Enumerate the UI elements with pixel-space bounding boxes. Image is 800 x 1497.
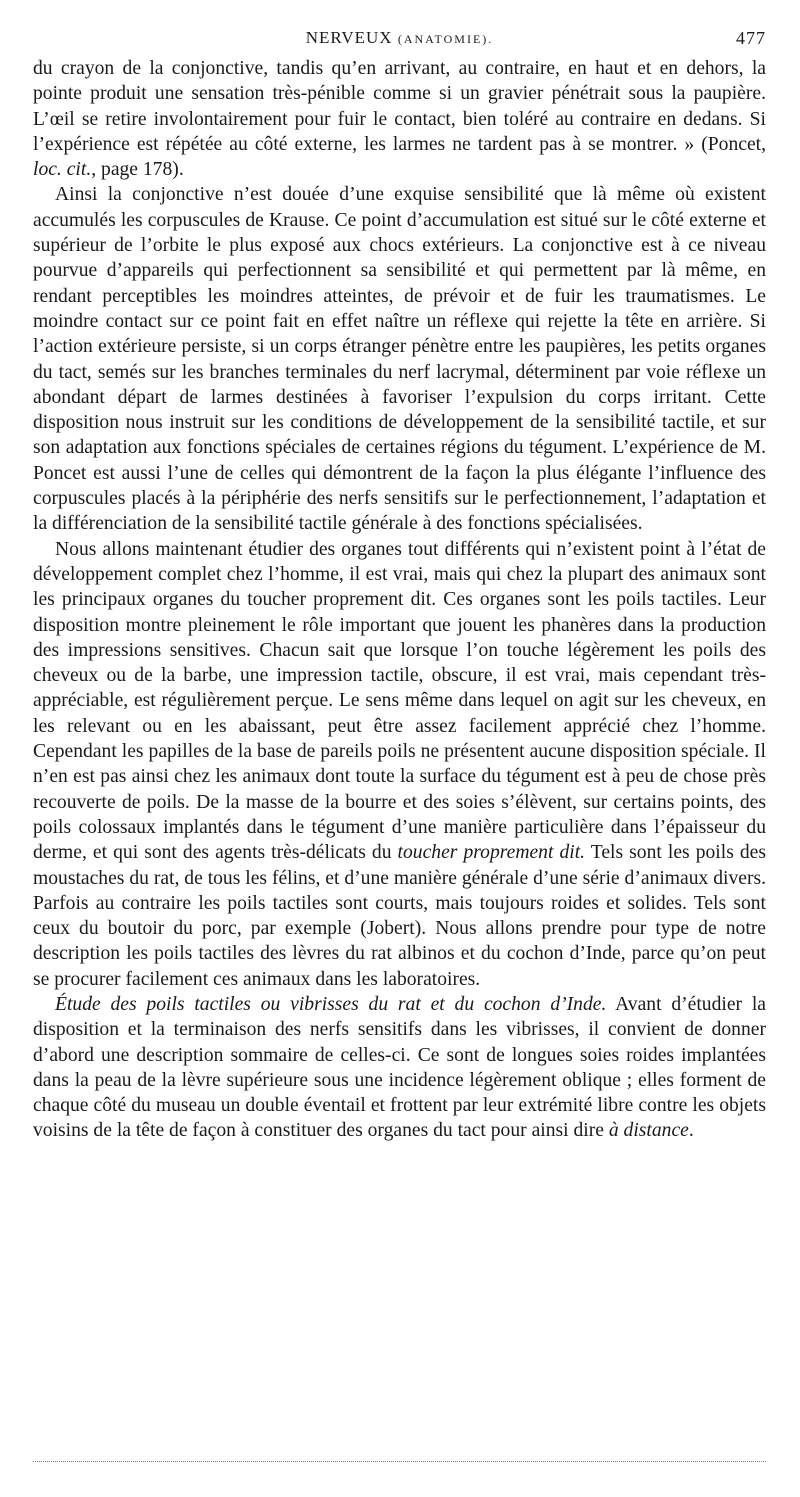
paragraph-2 — [33, 182, 766, 536]
text-segment: Nous allons maintenant étudier des organes tout différents qui n’existent point à l’état de développement complet chez l’homme, il est vrai, mais qui chez la plupart des animaux sont les principaux organes du toucher proprement dit. Ces organes sont les poils tactiles. Leur disposition montre pleinement le rôle important que jouent les phanères dans la production des impressions sensitives. Chacun sait que lorsque l’on touche légèrement les poils des cheveux ou de la barbe, une impression tactile, obscure, il est vrai, mais cependant très-appréciable, est régulièrement perçue. Le sens même dans lequel on agit sur les cheveux, en les relevant ou en les abaissant, peut être assez facilement apprécié chez l’homme. Cependant les papilles de la base de pareils poils ne présentent aucune disposition spéciale. Il n’en est pas ainsi chez les animaux dont toute la surface du tégument est à peu de chose près recouverte de poils. De la masse de la bourre et des soies s’élèvent, sur certains points, des poils colossaux implantés dans le tégument d’une manière particulière dans l’épaisseur du derme, et qui sont des agents très-délicats du — [33, 538, 766, 864]
text-segment-italic: loc. cit. — [33, 159, 92, 181]
running-head — [33, 28, 766, 56]
footer-dotted-rule — [33, 1461, 766, 1462]
section-heading-italic: Étude des poils tactiles ou vibrisses du rat et du cochon d’Inde. — [55, 993, 607, 1015]
page-number: 477 — [736, 28, 766, 48]
paragraph-4 — [33, 992, 766, 1144]
page — [33, 28, 766, 1144]
text-segment: Tels sont les poils des moustaches du rat, de tous les félins, et d’une manière générale d’une série d’animaux divers. Parfois au contraire les poils tactiles sont courts, mais toujours roides et solides. Tels sont ceux du boutoir du porc, par exemple (Jobert). Nous allons prendre pour type de notre description les poils tactiles des lèvres du rat albinos et du cochon d’Inde, parce qu’on peut se procurer facilement ces animaux dans les laboratoires. — [33, 842, 766, 990]
text-segment: du crayon de la conjonctive, tandis qu’en arrivant, au contraire, en haut et en dehors, la pointe produit une sensation très-pénible comme si un gravier pénétrait sous la paupière. L’œil se retire involontairement pour fuir le contact, bien toléré au contraire en dedans. Si l’expérience est répétée au côté externe, les larmes ne tardent pas à se montrer. » (Poncet, — [33, 58, 766, 155]
paragraph-1 — [33, 56, 766, 182]
running-head-subtitle: (ANATOMIE). — [397, 32, 494, 46]
running-head-title-line — [33, 28, 766, 48]
paragraph-3 — [33, 537, 766, 992]
text-segment: Ainsi la conjonctive n’est douée d’une exquise sensibilité que là même où existent accumulés les corpuscules de Krause. Ce point d’accumulation est situé sur le côté externe et supérieur de l’orbite le plus exposé aux chocs extérieurs. La conjonctive est à ce niveau pourvue d’appareils qui perfectionnent sa sensibilité et qui permettent par là même, en rendant perceptibles les moindres atteintes, de prévoir et de fuir les traumatismes. Le moindre contact sur ce point fait en effet naître un réflexe qui rejette la tête en arrière. Si l’action extérieure persiste, si un corps étranger pénètre entre les paupières, les petits organes du tact, semés sur les branches terminales du nerf lacrymal, déterminent par voie réflexe un abondant départ de larmes destinées à favoriser l’expulsion du corps irritant. Cette disposition nous instruit sur les conditions de développement de la sensibilité tactile, et sur son adaptation aux fonctions spéciales de certaines régions du tégument. L’expérience de M. Poncet est aussi l’une de celles qui démontrent de la façon la plus élégante l’influence des corpuscules placés à la périphérie des nerfs sensitifs sur le perfectionnement, l’adaptation et la différenciation de la sensibilité tactile générale à des fonctions spécialisées. — [33, 184, 766, 535]
text-segment: . — [688, 1120, 694, 1142]
text-segment: , page 178). — [91, 159, 184, 181]
text-segment: Avant d’étudier la disposition et la terminaison des nerfs sensitifs dans les vibrisses, il convient de donner d’abord une description sommaire de celles-ci. Ce sont de longues soies roides implantées dans la peau de la lèvre supérieure sous une incidence légèrement oblique ; elles forment de chaque côté du museau un double éventail et frottent par leur extrémité libre contre les objets voisins de la tête de façon à constituer des organes du tact pour ainsi dire — [33, 993, 767, 1142]
text-segment-italic: à distance — [608, 1120, 689, 1142]
text-segment-italic: toucher proprement dit. — [397, 842, 586, 864]
running-head-title: NERVEUX — [305, 28, 393, 47]
body-text — [33, 56, 766, 1144]
